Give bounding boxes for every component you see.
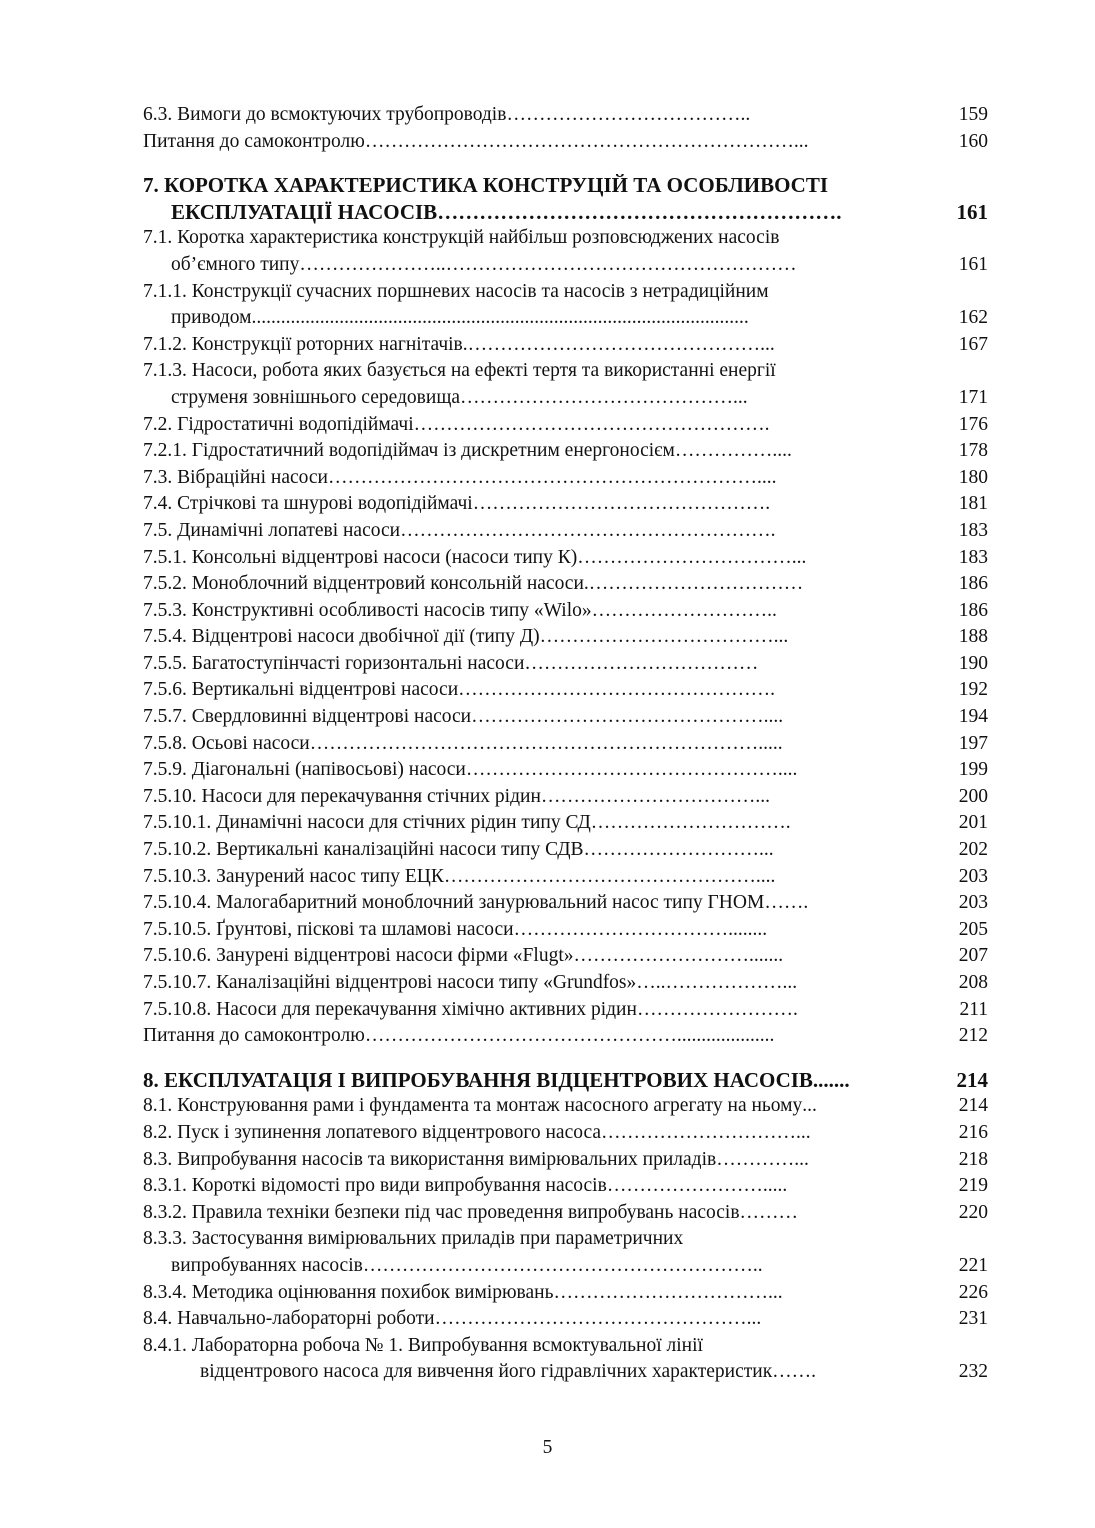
toc-entry-leader: ……………………….......	[573, 945, 784, 967]
toc-entry-leader: ………………………...	[583, 839, 774, 861]
toc-entry-leader: ………………………………	[524, 652, 759, 674]
toc-entry-page: 200	[957, 784, 988, 811]
toc-entry-page: 183	[957, 518, 988, 545]
toc-entry	[143, 518, 988, 545]
toc-entry-title: приводом	[171, 307, 252, 329]
toc-entry-leader: ...	[802, 1095, 817, 1117]
table-of-contents	[143, 102, 988, 1386]
toc-entry-leader: ……………………………………………….	[413, 413, 770, 435]
toc-entry-leader: ………	[739, 1201, 799, 1223]
toc-entry-title: 8.4. Навчально-лабораторні роботи	[143, 1308, 435, 1330]
toc-entry-leader: …………………………………………………………...	[364, 130, 809, 152]
toc-entry-title: 7.5.7. Свердловинні відцентрові насоси	[143, 706, 472, 728]
toc-entry-title: Питання до самоконтролю	[143, 130, 365, 152]
toc-entry	[143, 1253, 988, 1280]
toc-entry	[143, 358, 988, 385]
toc-entry	[143, 1023, 988, 1050]
toc-entry	[143, 1306, 988, 1333]
toc-entry-title: випробуваннях насосів	[171, 1254, 363, 1276]
toc-entry	[143, 997, 988, 1024]
toc-entry-page: 178	[957, 438, 988, 465]
toc-entry-title: 7.1.3. Насоси, робота яких базується на ефекті тертя та використанні енергії	[143, 360, 776, 382]
toc-entry-page: 181	[957, 491, 988, 518]
toc-entry	[143, 412, 988, 439]
toc-entry	[143, 624, 988, 651]
toc-entry-leader: ……………………………………...	[460, 386, 748, 408]
toc-entry	[143, 199, 988, 226]
toc-entry	[143, 1280, 988, 1307]
toc-entry	[143, 102, 988, 129]
toc-entry	[143, 810, 988, 837]
toc-entry	[143, 651, 988, 678]
toc-entry	[143, 438, 988, 465]
toc-entry-title: 7.1.1. Конструкції сучасних поршневих насосів та насосів з нетрадиційним	[143, 280, 769, 302]
toc-entry	[143, 465, 988, 492]
toc-entry-page: 203	[957, 864, 988, 891]
toc-entry-title: 7.4. Стрічкові та шнурові водопідіймачі	[143, 493, 473, 515]
toc-entry-leader: …….	[764, 892, 809, 914]
toc-entry-title: об’ємного типу	[171, 253, 300, 275]
toc-entry	[143, 677, 988, 704]
toc-entry-page: 202	[957, 837, 988, 864]
toc-entry-leader: …………...	[716, 1148, 809, 1170]
toc-entry-title: 7.5.10.1. Динамічні насоси для стічних рідин типу СД	[143, 812, 591, 834]
toc-entry-page: 218	[957, 1147, 988, 1174]
toc-entry-title: 7.5.10.2. Вертикальні каналізаційні насоси типу СДВ	[143, 839, 584, 861]
toc-entry	[143, 757, 988, 784]
toc-entry-page: 214	[957, 1093, 988, 1120]
toc-entry-leader: …………………..………………………………………………	[299, 253, 797, 275]
toc-entry	[143, 837, 988, 864]
toc-entry	[143, 1226, 988, 1253]
toc-entry	[143, 704, 988, 731]
toc-entry-title: 7.5.10.7. Каналізаційні відцентрові насоси типу «Grundfos»	[143, 972, 637, 993]
toc-entry-leader: …………………………………………………………….....	[309, 732, 783, 754]
toc-entry	[143, 491, 988, 518]
toc-entry	[143, 545, 988, 572]
toc-entry-page: 162	[957, 305, 988, 332]
toc-entry-leader: …………………………...	[601, 1121, 811, 1143]
toc-entry-leader: …….	[772, 1361, 817, 1383]
toc-entry-title: 7.1.2. Конструкції роторних нагнітачів.	[143, 333, 468, 355]
toc-entry-page: 208	[957, 970, 988, 997]
toc-entry-leader: ……………....	[674, 440, 792, 462]
toc-entry-page: 220	[957, 1200, 988, 1227]
toc-entry-leader: …………………….....	[606, 1175, 788, 1197]
toc-entry-title: 7. КОРОТКА ХАРАКТЕРИСТИКА КОНСТРУЦІЙ ТА ОСОБЛИВОСТІ	[143, 173, 829, 198]
toc-entry	[143, 1173, 988, 1200]
toc-entry	[143, 943, 988, 970]
toc-entry	[143, 332, 988, 359]
toc-entry-leader: …………………….	[636, 998, 798, 1020]
toc-entry-page: 188	[957, 624, 988, 651]
toc-entry-title: 7.5.10.3. Занурений насос типу ЕЦК	[143, 865, 444, 887]
toc-entry-leader: …………………………………………....	[443, 865, 776, 887]
toc-entry	[143, 172, 988, 199]
toc-entry	[143, 1147, 988, 1174]
toc-entry	[143, 305, 988, 332]
toc-entry-page: 205	[957, 917, 988, 944]
toc-entry-title: 8.2. Пуск і зупинення лопатевого відцентрового насоса	[143, 1121, 602, 1143]
toc-entry-title: 7.5.5. Багатоступінчасті горизонтальні насоси	[143, 652, 525, 674]
toc-entry-title: 7.5.2. Моноблочний відцентровий консольній насоси.	[143, 573, 589, 595]
toc-entry-page: 197	[957, 731, 988, 758]
toc-entry-page: 211	[957, 997, 988, 1024]
toc-entry	[143, 225, 988, 252]
toc-entry-page: 226	[957, 1280, 988, 1307]
toc-entry-leader: ………………………………………………….	[437, 199, 842, 224]
toc-entry-leader: …………………………………………………………....	[327, 466, 777, 488]
toc-entry-page: 160	[957, 129, 988, 156]
toc-entry	[143, 1200, 988, 1227]
toc-entry	[143, 1067, 988, 1094]
toc-entry-leader: ……………………………………….	[472, 493, 771, 515]
toc-entry-leader: ……………………………...	[577, 546, 807, 568]
page-number: 5	[542, 1437, 553, 1458]
toc-entry-leader: ………………………………………………….	[400, 519, 776, 541]
toc-entry-page: 221	[957, 1253, 988, 1280]
toc-entry-title: 7.1. Коротка характеристика конструкцій найбільш розповсюджених насосів	[143, 227, 780, 249]
toc-entry-leader: ………………………….	[590, 812, 791, 834]
toc-entry-page: 183	[957, 545, 988, 572]
toc-entry-page: 231	[957, 1306, 988, 1333]
toc-entry	[143, 970, 988, 997]
toc-entry-page: 180	[957, 465, 988, 492]
toc-entry-page: 176	[957, 412, 988, 439]
toc-entry-page: 186	[957, 598, 988, 625]
toc-entry	[143, 1359, 988, 1386]
toc-entry-leader: .......	[812, 1067, 850, 1092]
toc-entry	[143, 784, 988, 811]
toc-entry-leader: ……………………………...	[540, 785, 770, 807]
toc-entry-title: 7.5.1. Консольні відцентрові насоси (насоси типу К)	[143, 546, 578, 568]
toc-entry-page: 186	[957, 571, 988, 598]
toc-entry-title: струменя зовнішнього середовища	[171, 386, 460, 408]
toc-entry-page: 212	[957, 1023, 988, 1050]
toc-entry-title: 7.5.10.4. Малогабаритний моноблочний занурювальний насос типу ГНОМ	[143, 892, 765, 914]
toc-entry	[143, 731, 988, 758]
toc-entry-page: 216	[957, 1120, 988, 1147]
toc-entry-leader: ……………………………........	[513, 918, 768, 940]
toc-entry	[143, 571, 988, 598]
toc-entry-page: 161	[957, 252, 988, 279]
toc-entry-leader: ………………………………………….	[458, 679, 775, 701]
toc-entry-page: 159	[957, 102, 988, 129]
toc-entry-title: 7.5.10.6. Занурені відцентрові насоси фірми «Flugt»	[143, 945, 574, 967]
toc-entry-leader: ………………………………………....	[471, 706, 784, 728]
toc-entry-title: 7.3. Вібраційні насоси	[143, 466, 328, 488]
toc-entry-page: 161	[956, 199, 988, 224]
toc-entry	[143, 129, 988, 156]
toc-entry-page: 194	[957, 704, 988, 731]
toc-entry-title: 7.5.3. Конструктивні особливості насосів типу «Wilo»	[143, 599, 592, 621]
toc-entry-page: 214	[956, 1067, 988, 1092]
toc-entry-page: 190	[957, 651, 988, 678]
toc-entry-leader: …………………………………………...	[434, 1308, 762, 1330]
toc-entry-page: 207	[957, 943, 988, 970]
toc-entry-page: 199	[957, 757, 988, 784]
toc-entry	[143, 385, 988, 412]
toc-entry-title: 7.5.4. Відцентрові насоси двобічної дії (типу Д)	[143, 626, 540, 648]
toc-entry-title: 8.3.1. Короткі відомості про види випробування насосів	[143, 1175, 607, 1197]
toc-entry-title: ЕКСПЛУАТАЦІЇ НАСОСІВ	[171, 199, 438, 224]
toc-entry-title: 8.3. Випробування насосів та використання вимірювальних приладів	[143, 1148, 717, 1170]
toc-entry	[143, 890, 988, 917]
toc-entry-page: 219	[957, 1173, 988, 1200]
toc-entry	[143, 252, 988, 279]
toc-entry-title: 7.5.6. Вертикальні відцентрові насоси	[143, 679, 459, 701]
toc-entry	[143, 1120, 988, 1147]
toc-entry	[143, 279, 988, 306]
toc-entry-title: 8.1. Конструювання рами і фундамента та монтаж насосного агрегату на ньому	[143, 1095, 803, 1117]
toc-entry-leader: …………………………………………....	[465, 759, 798, 781]
toc-entry	[143, 917, 988, 944]
toc-entry-title: Питання до самоконтролю	[143, 1025, 365, 1047]
toc-entry-title: 8.3.2. Правила техніки безпеки під час проведення випробувань насосів	[143, 1201, 740, 1223]
toc-entry-leader: ………………………………..	[506, 104, 751, 125]
toc-entry-title: 8.3.3. Застосування вимірювальних приладів при параметричних	[143, 1228, 684, 1250]
toc-entry-title: 7.5.8. Осьові насоси	[143, 732, 310, 754]
toc-entry-title: 6.3. Вимоги до всмоктуючих трубопроводів	[143, 104, 507, 125]
toc-entry-leader: …..………………...	[636, 972, 798, 993]
toc-entry-title: 7.5.10.5. Ґрунтові, піскові та шламові насоси	[143, 918, 514, 940]
toc-entry-leader: ………………………..	[591, 599, 777, 621]
toc-entry-leader: ……………………………...	[553, 1281, 783, 1303]
toc-entry-title: 7.5.9. Діагональні (напівосьові) насоси	[143, 759, 466, 781]
toc-entry-leader: ……………………………………………………..	[362, 1254, 763, 1276]
toc-entry-title: 8. ЕКСПЛУАТАЦІЯ І ВИПРОБУВАННЯ ВІДЦЕНТРОВИХ НАСОСІВ	[143, 1067, 813, 1092]
toc-entry	[143, 1093, 988, 1120]
toc-entry	[143, 1333, 988, 1360]
toc-entry-title: 7.2.1. Гідростатичний водопідіймач із дискретним енергоносієм	[143, 440, 675, 462]
toc-entry-page: 167	[957, 332, 988, 359]
toc-entry	[143, 864, 988, 891]
toc-entry-title: 7.2. Гідростатичні водопідіймачі	[143, 413, 414, 435]
toc-entry-leader: …………………………………………....................	[364, 1025, 775, 1047]
toc-entry-title: відцентрового насоса для вивчення його гідравлічних характеристик	[200, 1361, 773, 1383]
toc-entry-title: 8.4.1. Лабораторна робоча № 1. Випробування всмоктувальної лінії	[143, 1334, 703, 1356]
toc-entry-page: 171	[957, 385, 988, 412]
toc-entry-title: 7.5.10. Насоси для перекачування стічних рідин	[143, 785, 541, 807]
toc-entry-leader: ......................................................................................................	[251, 307, 749, 329]
toc-entry-leader: ………………………………...	[539, 626, 789, 648]
toc-entry	[143, 598, 988, 625]
toc-entry-leader: ………………………………………...	[467, 333, 775, 355]
toc-entry-page: 203	[957, 890, 988, 917]
toc-entry-title: 8.3.4. Методика оцінювання похибок вимірювань	[143, 1281, 554, 1303]
toc-entry-title: 7.5. Динамічні лопатеві насоси	[143, 519, 401, 541]
toc-entry-page: 192	[957, 677, 988, 704]
toc-entry-page: 201	[957, 810, 988, 837]
toc-entry-page: 232	[957, 1359, 988, 1386]
toc-entry-leader: ……………………………	[588, 573, 804, 595]
toc-entry-title: 7.5.10.8. Насоси для перекачування хімічно активних рідин	[143, 998, 637, 1020]
